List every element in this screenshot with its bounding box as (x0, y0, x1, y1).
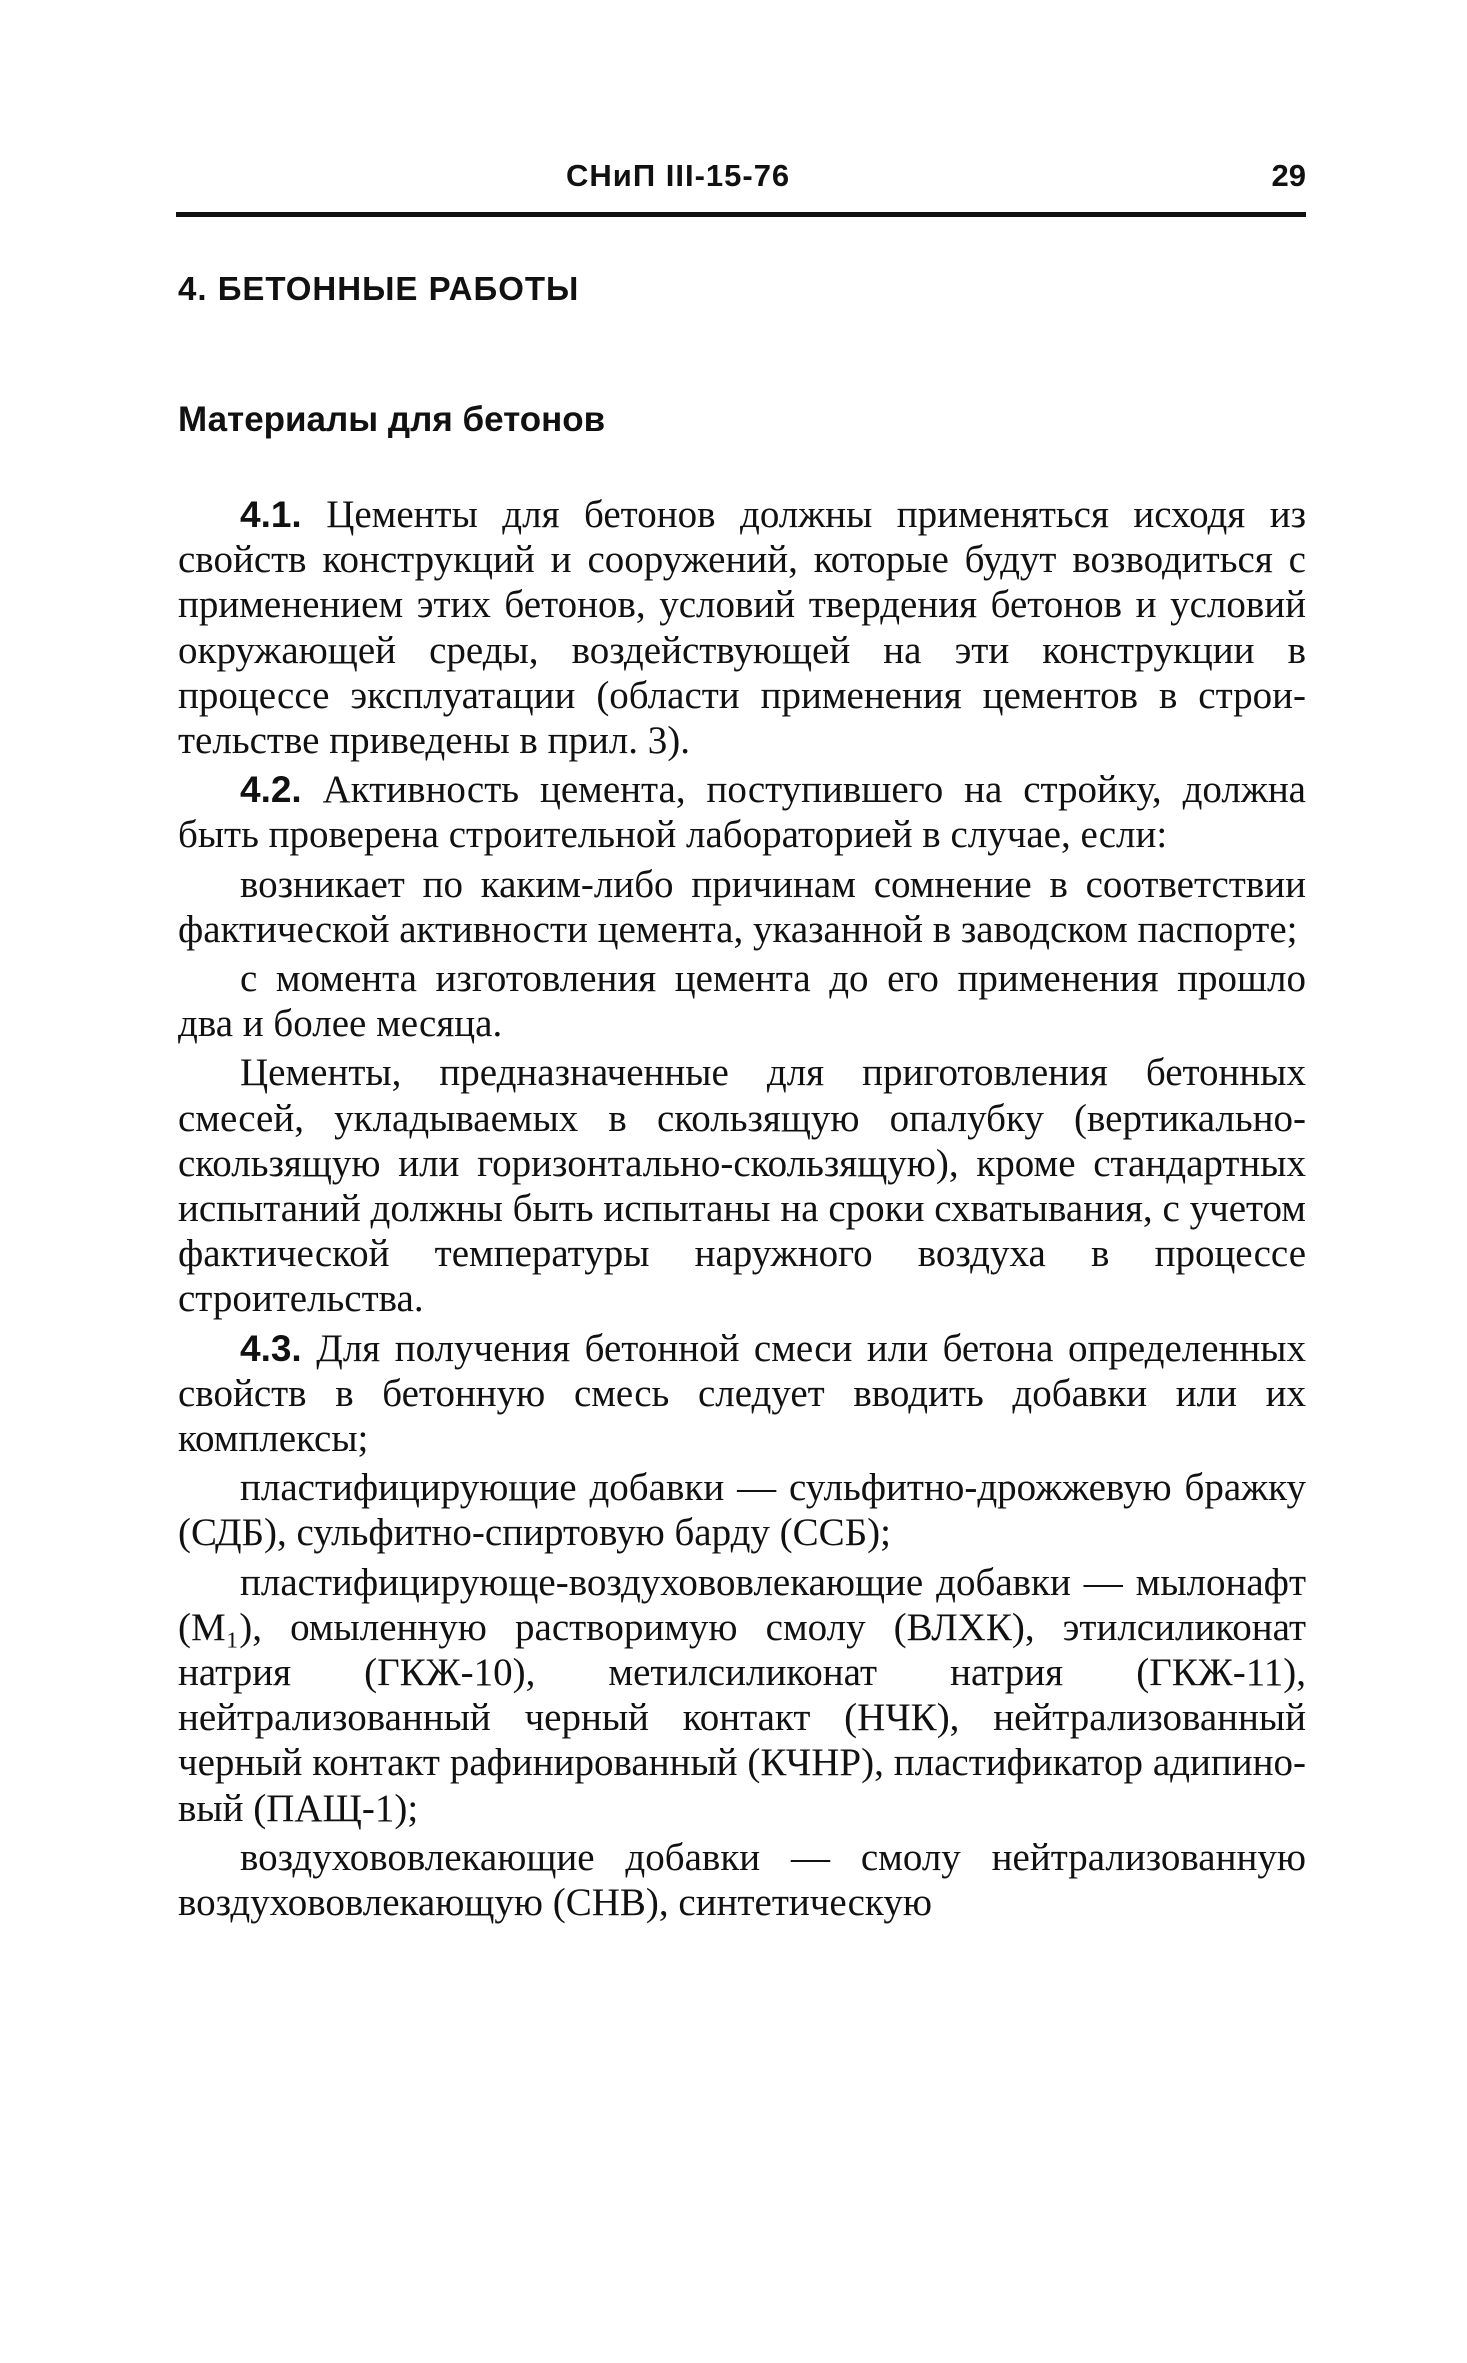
paragraph (178, 862, 1306, 952)
paragraph (178, 767, 1306, 857)
body-text (178, 492, 1306, 1925)
page-header (176, 158, 1306, 206)
paragraph-text: воздухововлекающие добавки — смолу нейтрализованную воздухововлекающую (СНВ), синтетическую (178, 1835, 1306, 1925)
paragraph (178, 492, 1306, 763)
clause-number: 4.3. (240, 1327, 302, 1369)
section-title: 4. БЕТОННЫЕ РАБОТЫ (178, 270, 580, 307)
clause-number: 4.1. (240, 494, 302, 535)
document-code: СНиП III-15-76 (566, 158, 791, 193)
paragraph (178, 1465, 1306, 1555)
paragraph-text: Цементы, предназначенные для приготовления бетонных смесей, укладываемых в скользящую опалубку (вертикально-скользящую или горизонтально-скользящую), кроме стандартных испытаний должны быть испытаны на сроки схватывания, с учетом фактической температуры наружного воздуха в процессе строительства. (178, 1051, 1306, 1321)
paragraph (178, 1326, 1306, 1462)
paragraph-text: пластифицирующе-воздухововлекающие добавки — мылонафт (М₁), омыленную растворимую смолу (ВЛХК), этилсиликонат натрия (ГКЖ-10), метилсиликонат натрия (ГКЖ-11), нейтрализованный черный контакт (НЧК), нейтрализованный черный контакт рафинированный (КЧНР), пластификатор адипиновый (ПАЩ-1); (178, 1560, 1306, 1830)
paragraph-text: Цементы для бетонов должны применяться исходя из свойств конструкций и сооружений, которые будут возводиться с применением этих бетонов, условий твердения бетонов и условий окружающей среды, воздействующей на эти конструкции в процессе эксплуатации (области применения цементов в строительстве приведены в прил. 3). (178, 493, 1306, 763)
paragraph (178, 1050, 1306, 1321)
clause-number: 4.2. (240, 769, 302, 811)
paragraph-text: с момента изготовления цемента до его применения прошло два и более месяца. (178, 957, 1306, 1046)
paragraph-text: Активность цемента, поступившего на стройку, должна быть проверена строительной лабораторией в случае, если: (178, 768, 1306, 857)
paragraph (178, 1560, 1306, 1831)
paragraph-text: возникает по каким-либо причинам сомнение в соответствии фактической активности цемента, указанной в заводском паспорте; (178, 862, 1306, 951)
subsection-title: Материалы для бетонов (178, 400, 606, 439)
paragraph-text: пластифицирующие добавки — сульфитно-дрожжевую бражку (СДБ), сульфитно-спиртовую барду (ССБ); (178, 1466, 1306, 1555)
header-rule (176, 212, 1306, 217)
paragraph (178, 1835, 1306, 1925)
paragraph-text: Для получения бетонной смеси или бетона определенных свойств в бетонную смесь следует вводить добавки или их комплексы; (178, 1326, 1306, 1461)
page-number: 29 (1271, 158, 1306, 193)
paragraph (178, 956, 1306, 1046)
